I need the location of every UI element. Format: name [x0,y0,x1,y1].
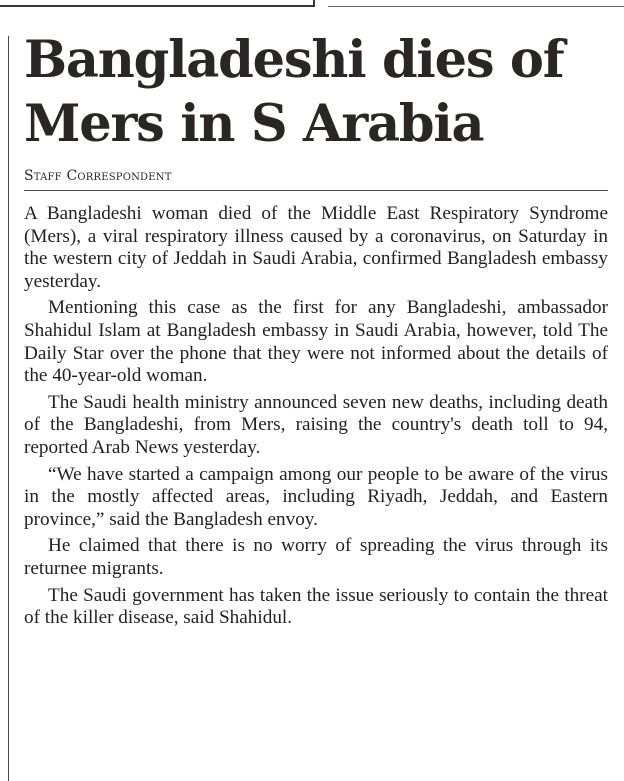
paragraph: Mentioning this case as the first for any Bangladeshi, ambassador Shahidul Islam at Bangladesh embassy in Saudi Arabia, however, told The Daily Star over the phone that they were not informed about the details of the 40-year-old woman. [24,297,608,387]
paragraph: He claimed that there is no worry of spreading the virus through its returnee migrants. [24,535,608,579]
column-rule [8,36,9,781]
article-body [24,203,608,630]
top-border-rule [0,0,315,7]
news-article [24,28,608,634]
paragraph: “We have started a campaign among our people to be aware of the virus in the mostly affected areas, including Riyadh, Jeddah, and Eastern province,” said the Bangladesh envoy. [24,463,608,530]
paragraph: The Saudi government has taken the issue seriously to contain the threat of the killer disease, said Shahidul. [24,584,608,629]
paragraph: A Bangladeshi woman died of the Middle East Respiratory Syndrome (Mers), a viral respiratory illness caused by a coronavirus, on Saturday in the western city of Jeddah in Saudi Arabia, confirmed Bangladesh embassy yesterday. [24,203,608,292]
headline: Bangladeshi dies of Mers in S Arabia [24,30,564,154]
top-border-rule-right [328,6,624,7]
byline: Staff Correspondent [24,168,608,191]
paragraph: The Saudi health ministry announced seven new deaths, including death of the Bangladeshi, from Mers, raising the country's death toll to 94, reported Arab News yesterday. [24,391,608,458]
